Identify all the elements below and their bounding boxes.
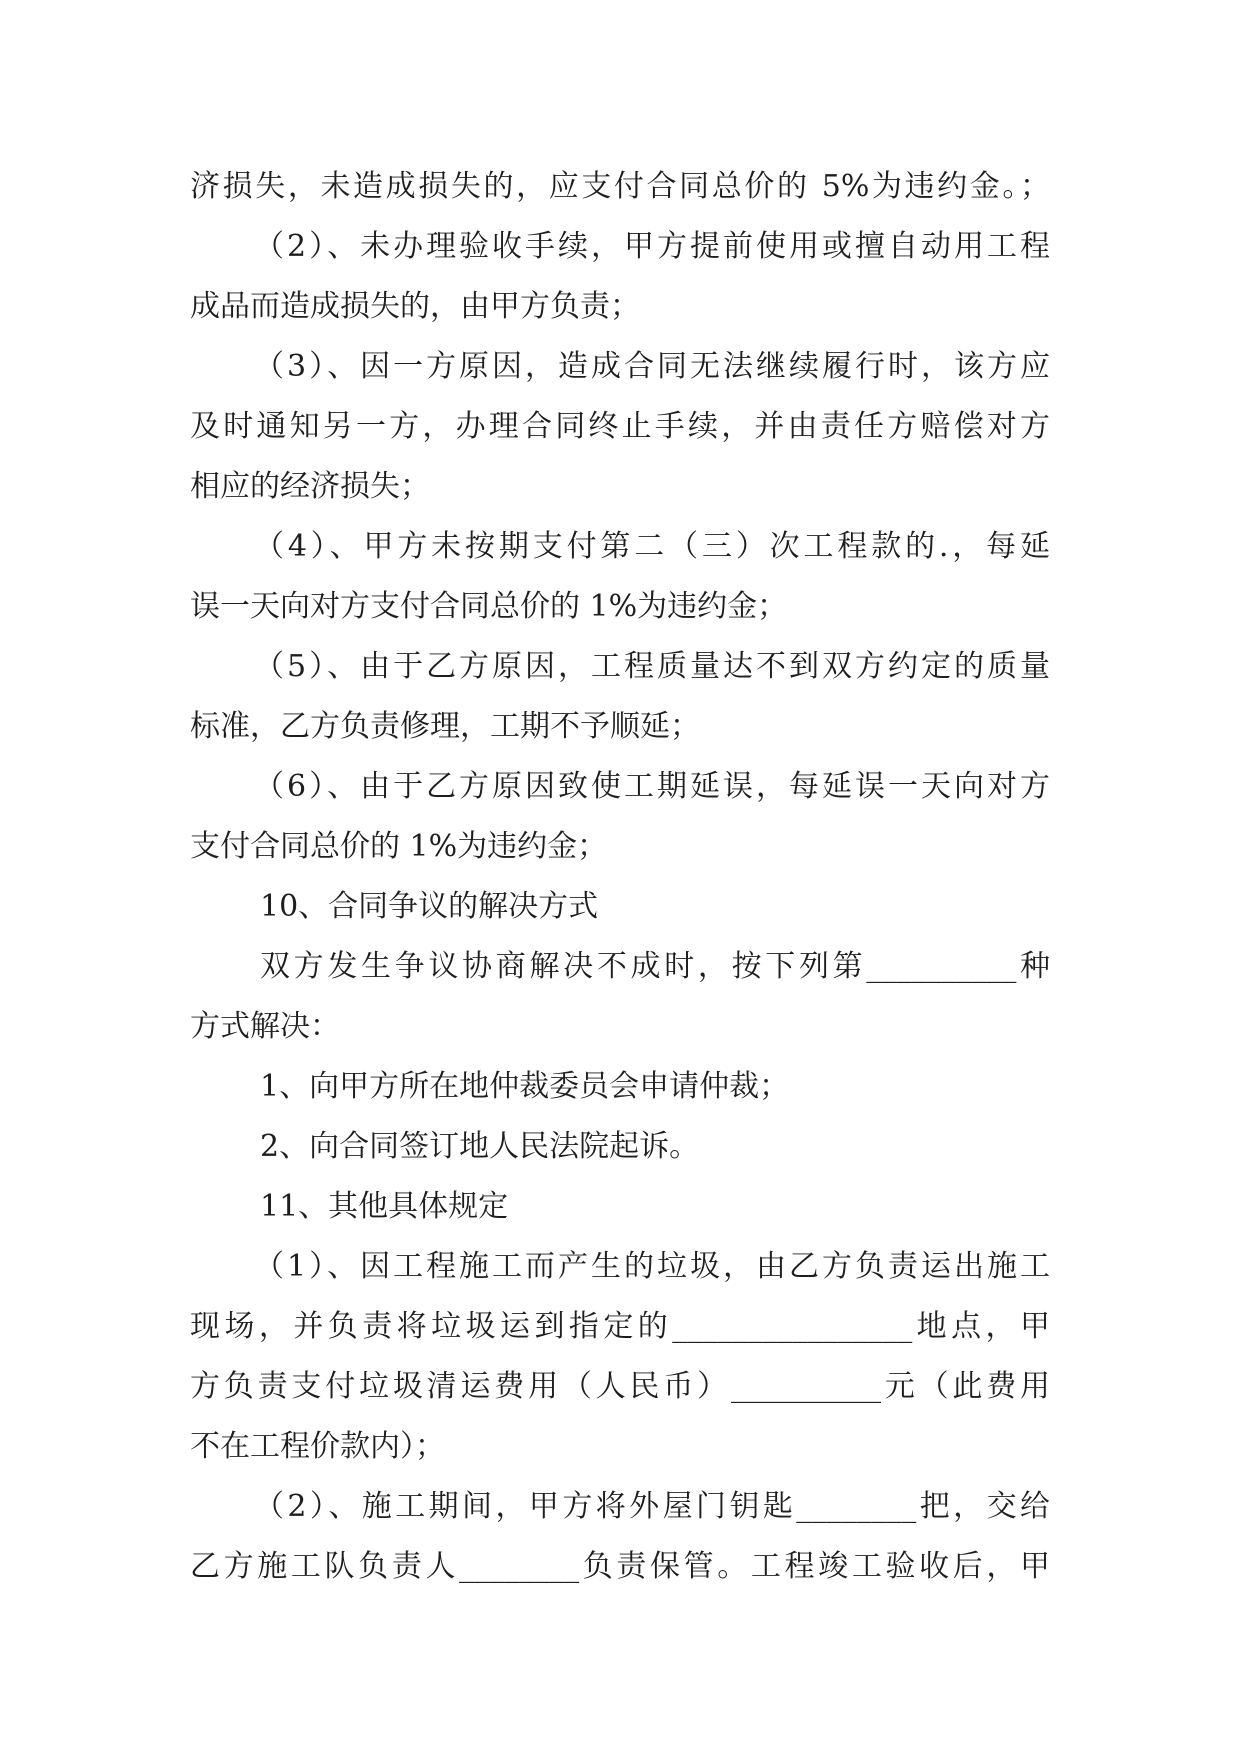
text-line: （6）、由于乙方原因致使工期延误，每延误一天向对方 <box>254 769 1050 804</box>
text-line: （4）、甲方未按期支付第二（三）次工程款的.，每延 <box>254 529 1050 564</box>
list-item: 1、向甲方所在地仲裁委员会申请仲裁； <box>260 1069 790 1104</box>
text-line: 不在工程价款内）； <box>190 1429 445 1464</box>
text-line: 方负责支付垃圾清运费用（人民币）__________元（此费用 <box>190 1369 1050 1404</box>
text-line: 现场，并负责将垃圾运到指定的________________地点，甲 <box>190 1309 1050 1344</box>
text-line: 济损失，未造成损失的，应支付合同总价的 5%为违约金。； <box>190 169 1050 204</box>
text-line: 方式解决： <box>190 1009 340 1044</box>
section-heading: 10、合同争议的解决方式 <box>260 889 599 924</box>
text-line: 双方发生争议协商解决不成时，按下列第__________种 <box>260 949 1050 984</box>
text-line: （1）、因工程施工而产生的垃圾，由乙方负责运出施工 <box>254 1249 1050 1284</box>
text-line: 乙方施工队负责人________负责保管。工程竣工验收后，甲 <box>190 1549 1050 1584</box>
contract-body <box>190 157 1050 1597</box>
text-line: （2）、未办理验收手续，甲方提前使用或擅自动用工程 <box>254 229 1050 264</box>
text-line: 标准，乙方负责修理，工期不予顺延； <box>190 709 700 744</box>
text-line: 及时通知另一方，办理合同终止手续，并由责任方赔偿对方 <box>190 409 1050 444</box>
text-line: （2）、施工期间，甲方将外屋门钥匙________把，交给 <box>254 1489 1050 1524</box>
text-line: 支付合同总价的 1%为违约金； <box>190 829 608 864</box>
text-line: 相应的经济损失； <box>190 469 430 504</box>
text-line: （3）、因一方原因，造成合同无法继续履行时，该方应 <box>254 349 1050 384</box>
list-item: 2、向合同签订地人民法院起诉。 <box>260 1129 700 1164</box>
section-heading: 11、其他具体规定 <box>260 1189 509 1224</box>
text-line: 误一天向对方支付合同总价的 1%为违约金； <box>190 589 788 624</box>
text-line: 成品而造成损失的，由甲方负责； <box>190 289 640 324</box>
text-line: （5）、由于乙方原因，工程质量达不到双方约定的质量 <box>254 649 1050 684</box>
